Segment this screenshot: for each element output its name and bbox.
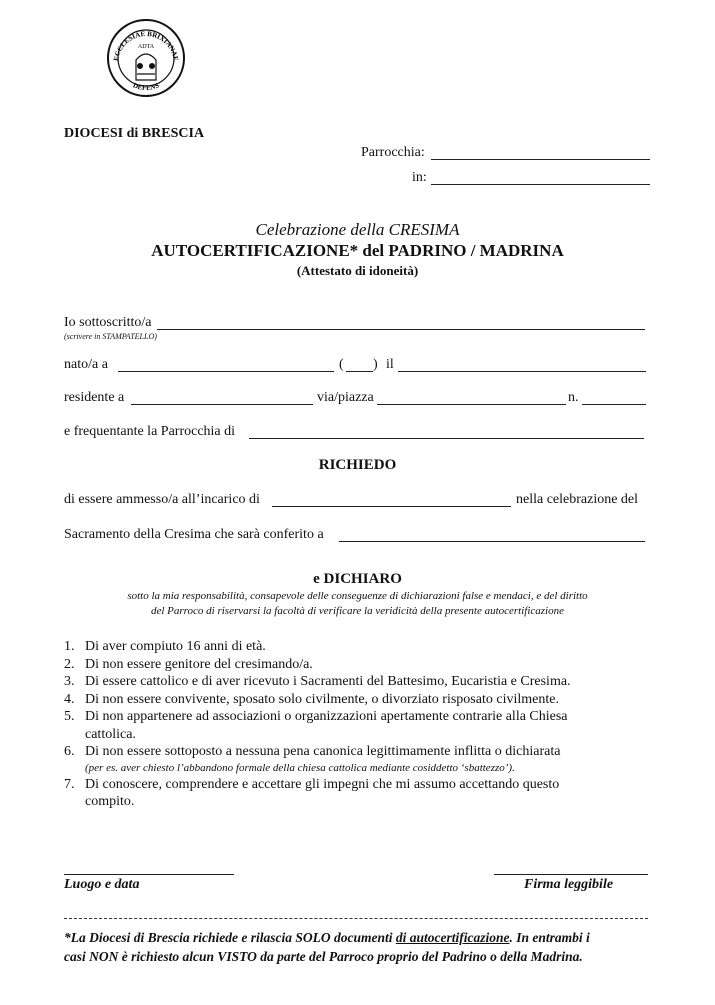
list-item <box>64 638 654 656</box>
item-number: 2. <box>64 656 75 672</box>
declaration-list <box>64 638 654 811</box>
item-text-cont: compito. <box>85 794 135 809</box>
request-line2: Sacramento della Cresima che sarà conferito a <box>64 527 324 542</box>
list-item <box>64 673 654 691</box>
declaration-note-line2: del Parroco di riservarsi la facoltà di verificare la veridicità della presente autocertificazione <box>150 605 565 617</box>
number-label: n. <box>568 390 579 405</box>
place-date-field[interactable] <box>64 874 234 875</box>
footer-divider <box>64 918 648 919</box>
title-subtitle: (Attestato di idoneità) <box>296 263 419 278</box>
item-number: 5. <box>64 709 75 724</box>
item-number: 6. <box>64 744 75 759</box>
place-date-label: Luogo e data <box>64 877 140 892</box>
item-number: 3. <box>64 674 75 689</box>
svg-text:DEFENS <box>132 81 161 92</box>
residence-field[interactable] <box>131 404 313 405</box>
item-text: Di aver compiuto 16 anni di età. <box>85 639 266 654</box>
request-heading: RICHIEDO <box>318 457 397 473</box>
declaration-heading: e DICHIARO <box>313 571 402 587</box>
province-open: ( <box>339 357 344 372</box>
name-field[interactable] <box>157 329 645 330</box>
footer-text-a: *La Diocesi di Brescia richiede e rilascia SOLO documenti <box>64 930 396 945</box>
list-item <box>64 776 654 811</box>
residence-label: residente a <box>64 390 125 405</box>
signature-label: Firma leggibile <box>524 877 614 892</box>
seal-inner-text: ADTA <box>137 44 155 50</box>
birthplace-field[interactable] <box>118 371 334 372</box>
seal-bottom-text: DEFENS <box>131 81 161 93</box>
parish-location-label: in: <box>412 170 427 185</box>
request-line1-start: di essere ammesso/a all’incarico di <box>64 492 260 507</box>
item-note: (per es. aver chiesto l’abbandono formale della chiesa cattolica mediante cosiddetto ‘sbattezzo’). <box>85 761 515 774</box>
attending-parish-field[interactable] <box>249 438 644 439</box>
footer-text-underlined: di autocertificazione <box>395 930 510 945</box>
item-number: 7. <box>64 776 75 792</box>
item-text: Di non appartenere ad associazioni o organizzazioni apertamente contrarie alla Chiesa <box>85 709 568 724</box>
role-field[interactable] <box>272 506 511 507</box>
declaration-note-line1: sotto la mia responsabilità, consapevole delle conseguenze di dichiarazioni false e mendaci, e del diritto <box>127 590 588 602</box>
birthdate-label: il <box>386 357 394 372</box>
item-text: Di conoscere, comprendere e accettare gli impegni che mi assumo accettando questo <box>85 776 560 792</box>
attending-parish-label: e frequentante la Parrocchia di <box>64 424 236 439</box>
undersigned-label: Io sottoscritto/a <box>64 315 152 330</box>
item-text-cont: cattolica. <box>85 726 136 742</box>
birthdate-field[interactable] <box>398 371 646 372</box>
seal-top-text: ECCLESIAE BRIXIANAE <box>112 29 180 62</box>
request-line1-end: nella celebrazione del <box>516 492 639 507</box>
list-item <box>64 656 654 674</box>
item-number: 4. <box>64 691 75 707</box>
list-item <box>64 708 654 743</box>
diocese-seal <box>106 18 186 98</box>
diocese-name: DIOCESI di BRESCIA <box>64 126 205 141</box>
footer-line1 <box>64 930 664 946</box>
block-letters-note: (scrivere in STAMPATELLO) <box>64 332 157 341</box>
title-line1: Celebrazione della CRESIMA <box>255 220 460 239</box>
province-field[interactable] <box>346 371 373 372</box>
page-title: AUTOCERTIFICAZIONE* del PADRINO / MADRINA <box>151 241 564 260</box>
signature-field[interactable] <box>494 874 648 875</box>
street-label: via/piazza <box>317 390 374 405</box>
item-text: Di non essere genitore del cresimando/a. <box>85 656 313 672</box>
footer-text-c: . In entrambi i <box>509 930 590 945</box>
list-item <box>64 743 654 776</box>
parish-location-field[interactable] <box>431 184 650 185</box>
street-field[interactable] <box>377 404 566 405</box>
item-text: Di non essere sottoposto a nessuna pena canonica legittimamente inflitta o dichiarata <box>85 744 561 759</box>
confirmand-field[interactable] <box>339 541 645 542</box>
footer-line2: casi NON è richiesto alcun VISTO da parte del Parroco proprio del Padrino o della Madrina. <box>64 949 583 964</box>
parish-label: Parrocchia: <box>361 145 425 160</box>
birthplace-label: nato/a a <box>64 357 108 372</box>
item-number: 1. <box>64 639 75 654</box>
item-text: Di non essere convivente, sposato solo civilmente, o divorziato risposato civilmente. <box>85 691 559 707</box>
province-close: ) <box>373 357 378 372</box>
parish-field[interactable] <box>431 159 650 160</box>
item-text: Di essere cattolico e di aver ricevuto i Sacramenti del Battesimo, Eucaristia e Cresima. <box>85 674 571 689</box>
list-item <box>64 691 654 709</box>
number-field[interactable] <box>582 404 646 405</box>
